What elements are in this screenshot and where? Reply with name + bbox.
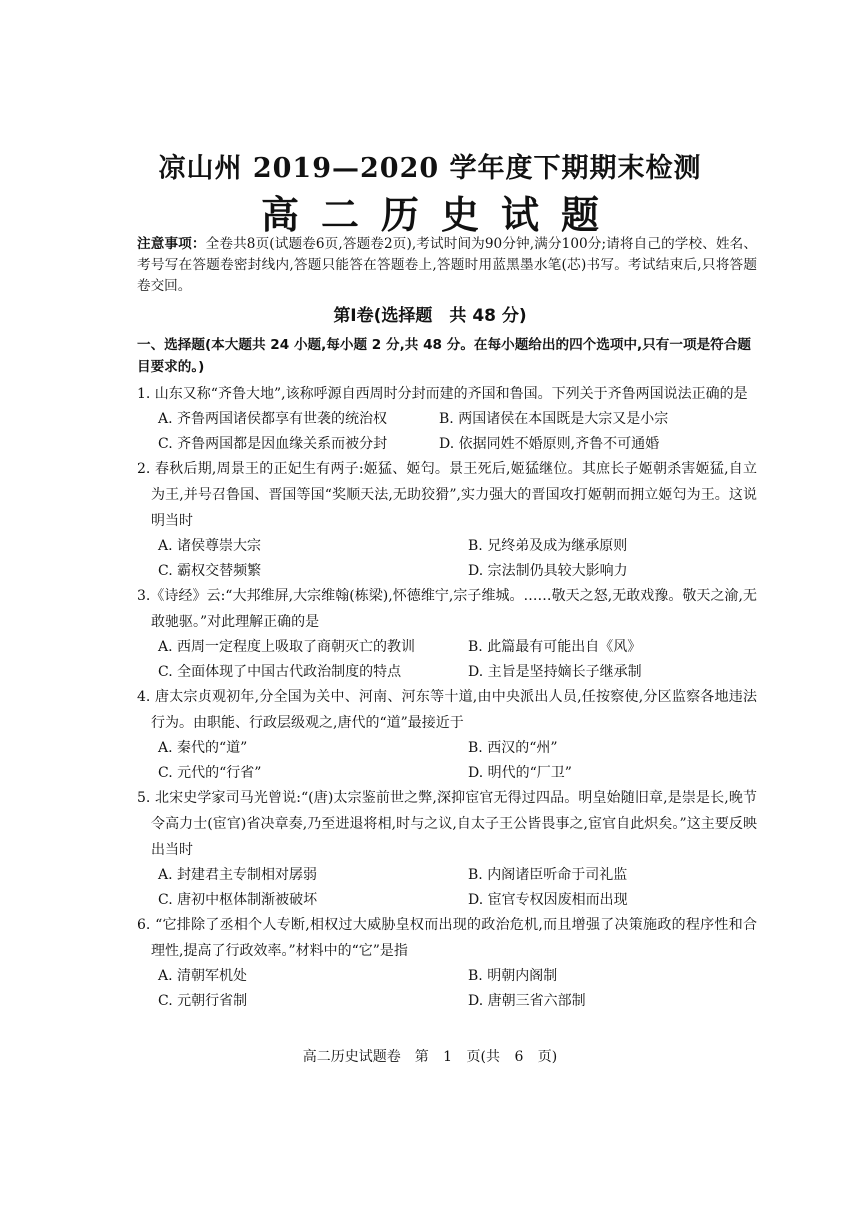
question-stem: 5. 北宋史学家司马光曾说:“(唐)太宗鉴前世之弊,深抑宦官无得过四品。明皇始随旧章,是崇是长,晚节令高力士(宦官)省决章奏,乃至进退将相,时与之议,自太子王公皆畏事之,宦官自此炽矣。”这主要反映出当时 <box>137 790 757 858</box>
option-b: B. 两国诸侯在本国既是大宗又是小宗 <box>439 411 669 427</box>
section-instruction: 一、选择题(本大题共 24 小题,每小题 2 分,共 48 分。在每小题给出的四个选项中,只有一项是符合题目要求的。) <box>137 337 751 375</box>
option-grid <box>137 964 757 1013</box>
option-grid <box>137 863 757 912</box>
question-stem: 3.《诗经》云:“大邦维屏,大宗维翰(栋梁),怀德维宁,宗子维城。……敬天之怒,无敢戏豫。敬天之渝,无敢驰驱。”对此理解正确的是 <box>137 588 757 630</box>
option-grid <box>137 736 757 785</box>
option-b: B. 兄终弟及成为继承原则 <box>468 538 628 554</box>
page-footer: 高二历史试题卷 第 1 页(共 6 页) <box>302 1049 558 1065</box>
option-a: A. 诸侯尊崇大宗 <box>158 538 262 554</box>
option-a: A. 封建君主专制相对孱弱 <box>158 867 318 883</box>
option-a: A. 西周一定程度上吸取了商朝灭亡的教训 <box>158 639 416 655</box>
option-c: C. 元朝行省制 <box>158 992 248 1009</box>
option-d: D. 宗法制仍具较大影响力 <box>468 562 628 579</box>
option-grid <box>137 407 757 456</box>
exam-title: 凉山州 2019—2020 学年度下期期末检测 <box>158 153 702 184</box>
option-d: D. 明代的“厂卫” <box>468 764 572 781</box>
option-d: D. 主旨是坚持嫡长子继承制 <box>468 663 642 680</box>
option-b: B. 内阁诸臣听命于司礼监 <box>468 867 628 883</box>
option-a: A. 清朝军机处 <box>158 968 248 984</box>
question-stem: 6. “它排除了丞相个人专断,相权过大威胁皇权而出现的政治危机,而且增强了决策施政的程序性和合理性,提高了行政效率。”材料中的“它”是指 <box>137 917 757 959</box>
section-title: 第Ⅰ卷(选择题 共 48 分) <box>333 306 527 326</box>
option-c: C. 唐初中枢体制渐被破坏 <box>158 891 318 908</box>
notice-block <box>137 234 757 297</box>
option-grid <box>137 534 757 583</box>
question-stem: 4. 唐太宗贞观初年,分全国为关中、河南、河东等十道,由中央派出人员,任按察使,分区监察各地违法行为。由职能、行政层级观之,唐代的“道”最接近于 <box>137 689 757 731</box>
question-stem: 2. 春秋后期,周景王的正妃生有两子:姬猛、姬匄。景王死后,姬猛继位。其庶长子姬朝杀害姬猛,自立为王,并号召鲁国、晋国等国“奖顺天法,无助狡猾”,实力强大的晋国攻打姬朝而拥立姬匄为王。这说明当时 <box>137 461 757 529</box>
notice-label: 注意事项： <box>137 236 206 252</box>
option-c: C. 齐鲁两国都是因血缘关系而被分封 <box>158 435 388 452</box>
question-3 <box>137 583 757 684</box>
option-grid <box>137 635 757 684</box>
question-5 <box>137 785 757 912</box>
option-d: D. 唐朝三省六部制 <box>468 992 586 1009</box>
exam-subject-title: 高二历史试题 <box>260 192 621 237</box>
option-a: A. 齐鲁两国诸侯都享有世袭的统治权 <box>158 411 388 427</box>
option-b: B. 明朝内阁制 <box>468 968 558 984</box>
option-c: C. 元代的“行省” <box>158 764 262 781</box>
question-2 <box>137 456 757 583</box>
question-stem: 1. 山东又称“齐鲁大地”,该称呼源自西周时分封而建的齐国和鲁国。下列关于齐鲁两国说法正确的是 <box>137 386 748 402</box>
option-d: D. 依据同姓不婚原则,齐鲁不可通婚 <box>439 435 660 452</box>
question-1 <box>137 381 757 456</box>
question-4 <box>137 684 757 785</box>
option-d: D. 宦官专权因废相而出现 <box>468 891 628 908</box>
question-list <box>137 381 757 1013</box>
option-b: B. 西汉的“州” <box>468 740 558 756</box>
option-a: A. 秦代的“道” <box>158 740 248 756</box>
option-c: C. 全面体现了中国古代政治制度的特点 <box>158 663 402 680</box>
option-c: C. 霸权交替频繁 <box>158 562 262 579</box>
question-6 <box>137 912 757 1013</box>
option-b: B. 此篇最有可能出自《风》 <box>468 639 642 655</box>
notice-text: 全卷共8页(试题卷6页,答题卷2页),考试时间为90分钟,满分100分;请将自己的学校、姓名、考号写在答题卷密封线内,答题只能答在答题卷上,答题时用蓝黑墨水笔(芯)书写。考试结束后,只将答题卷交回。 <box>137 236 758 294</box>
